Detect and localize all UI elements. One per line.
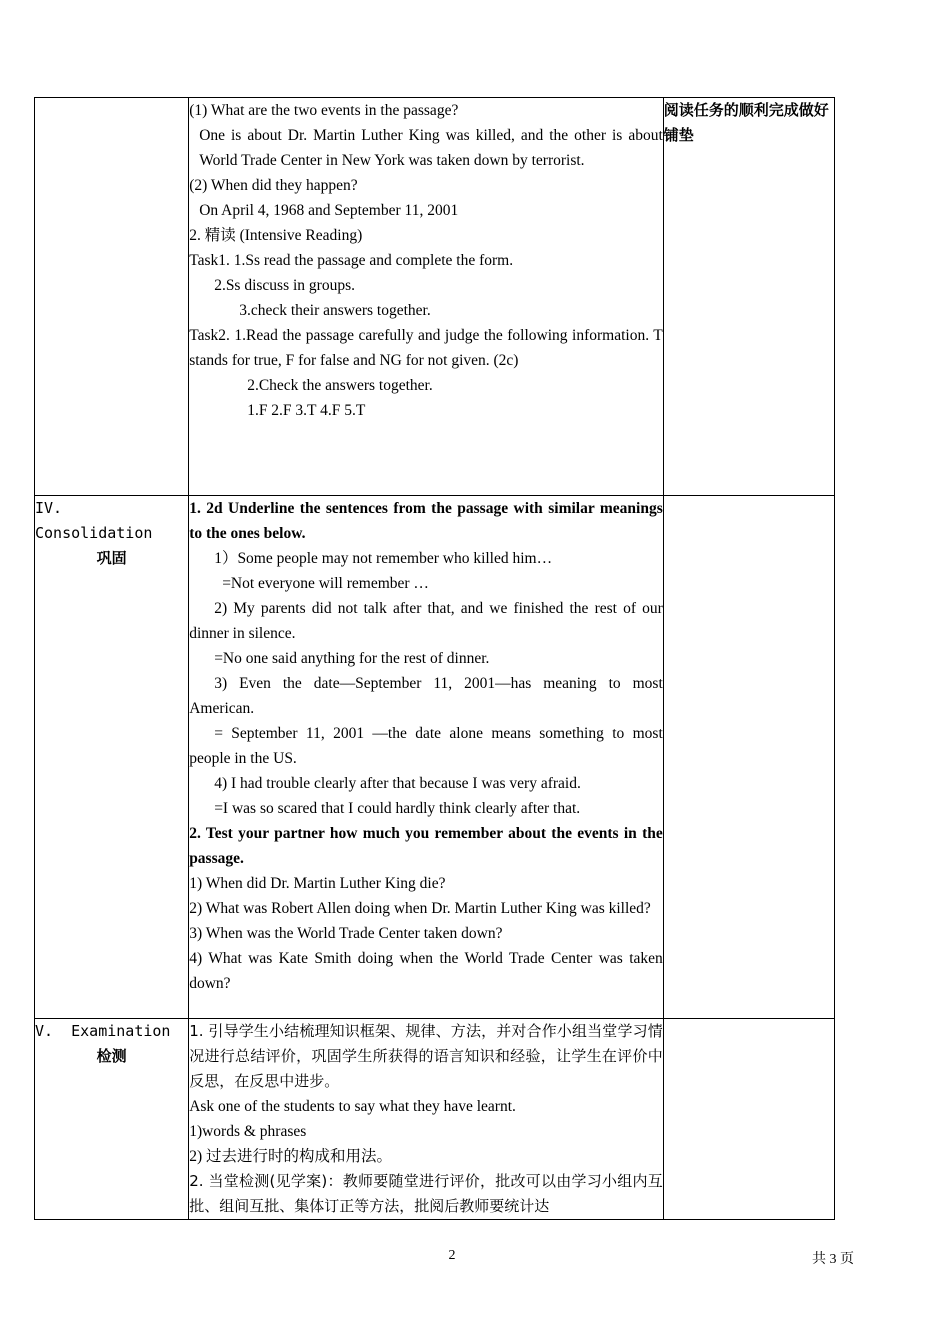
sentence-paraphrase: =No one said anything for the rest of dinner. [214,650,490,667]
section-heading: 2. 精读 (Intensive Reading) [189,227,363,244]
quiz-question: 4) What was Kate Smith doing when the World Trade Center was taken down? [189,950,663,992]
purpose-text: 阅读任务的顺利完成做好铺垫 [663,101,829,144]
table-row [35,98,835,496]
quiz-question: 2) What was Robert Allen doing when Dr. Martin Luther King was killed? [189,900,651,917]
total-pages: 共 3 页 [812,1252,854,1267]
stage-label-cell [35,496,189,1019]
activity-cell [189,98,664,496]
sentence-item: 4) I had trouble clearly after that because I was very afraid. [214,775,581,792]
summary-item: 2) 过去进行时的构成和用法。 [189,1148,392,1165]
answer-key: 1.F 2.F 3.T 4.F 5.T [247,402,366,419]
answer-line: One is about Dr. Martin Luther King was killed, and the other is about World Trade Center in New York was taken down by terrorist. [199,127,663,169]
stage-name-en: V. Examination [35,1022,171,1040]
task-heading: 2. Test your partner how much you remember about the events in the passage. [189,825,663,867]
instruction-line: Ask one of the students to say what they have learnt. [189,1098,516,1115]
sentence-item: 2) My parents did not talk after that, and we finished the rest of our dinner in silence. [189,600,663,642]
stage-number: IV. [35,499,63,517]
sentence-paraphrase: = September 11, 2001 —the date alone means something to most people in the US. [189,725,663,767]
purpose-cell [663,98,834,496]
task-line: 2.Check the answers together. [247,377,433,394]
sentence-paraphrase: =Not everyone will remember … [222,575,429,592]
question-line: (1) What are the two events in the passage? [189,102,459,119]
table-row [35,1019,835,1220]
stage-name-cn: 检测 [96,1047,127,1065]
task-line: Task1. 1.Ss read the passage and complete the form. [189,252,514,269]
quiz-question: 3) When was the World Trade Center taken down? [189,925,503,942]
summary-item: 1)words & phrases [189,1123,307,1140]
stage-name-cn: 巩固 [96,549,127,567]
activity-cell [189,496,664,1019]
sentence-item: 3) Even the date—September 11, 2001—has meaning to most American. [189,675,663,717]
assessment-paragraph: 2. 当堂检测(见学案)：教师要随堂进行评价，批改可以由学习小组内互批、组间互批、集体订正等方法，批阅后教师要统计达 [189,1172,663,1215]
activity-cell [189,1019,664,1220]
answer-line: On April 4, 1968 and September 11, 2001 [199,202,459,219]
stage-label-cell [35,98,189,496]
task-line: 2.Ss discuss in groups. [214,277,355,294]
quiz-question: 1) When did Dr. Martin Luther King die? [189,875,446,892]
task-line: Task2. 1.Read the passage carefully and judge the following information. T stands for true, F for false and NG for not given. (2c) [189,327,663,369]
stage-name-en: Consolidation [35,524,153,542]
question-line: (2) When did they happen? [189,177,358,194]
sentence-paraphrase: =I was so scared that I could hardly think clearly after that. [214,800,581,817]
stage-label-cell [35,1019,189,1220]
lesson-plan-table [34,97,835,1220]
page-number: 2 [448,1248,456,1263]
table-row [35,496,835,1019]
task-line: 3.check their answers together. [239,302,431,319]
purpose-cell [663,1019,834,1220]
task-heading: 1. 2d Underline the sentences from the passage with similar meanings to the ones below. [189,500,663,542]
purpose-cell [663,496,834,1019]
sentence-item: 1）Some people may not remember who killed him… [214,550,553,567]
summary-paragraph: 1. 引导学生小结梳理知识框架、规律、方法，并对合作小组当堂学习情况进行总结评价，巩固学生所获得的语言知识和经验，让学生在评价中反思，在反思中进步。 [189,1022,663,1090]
